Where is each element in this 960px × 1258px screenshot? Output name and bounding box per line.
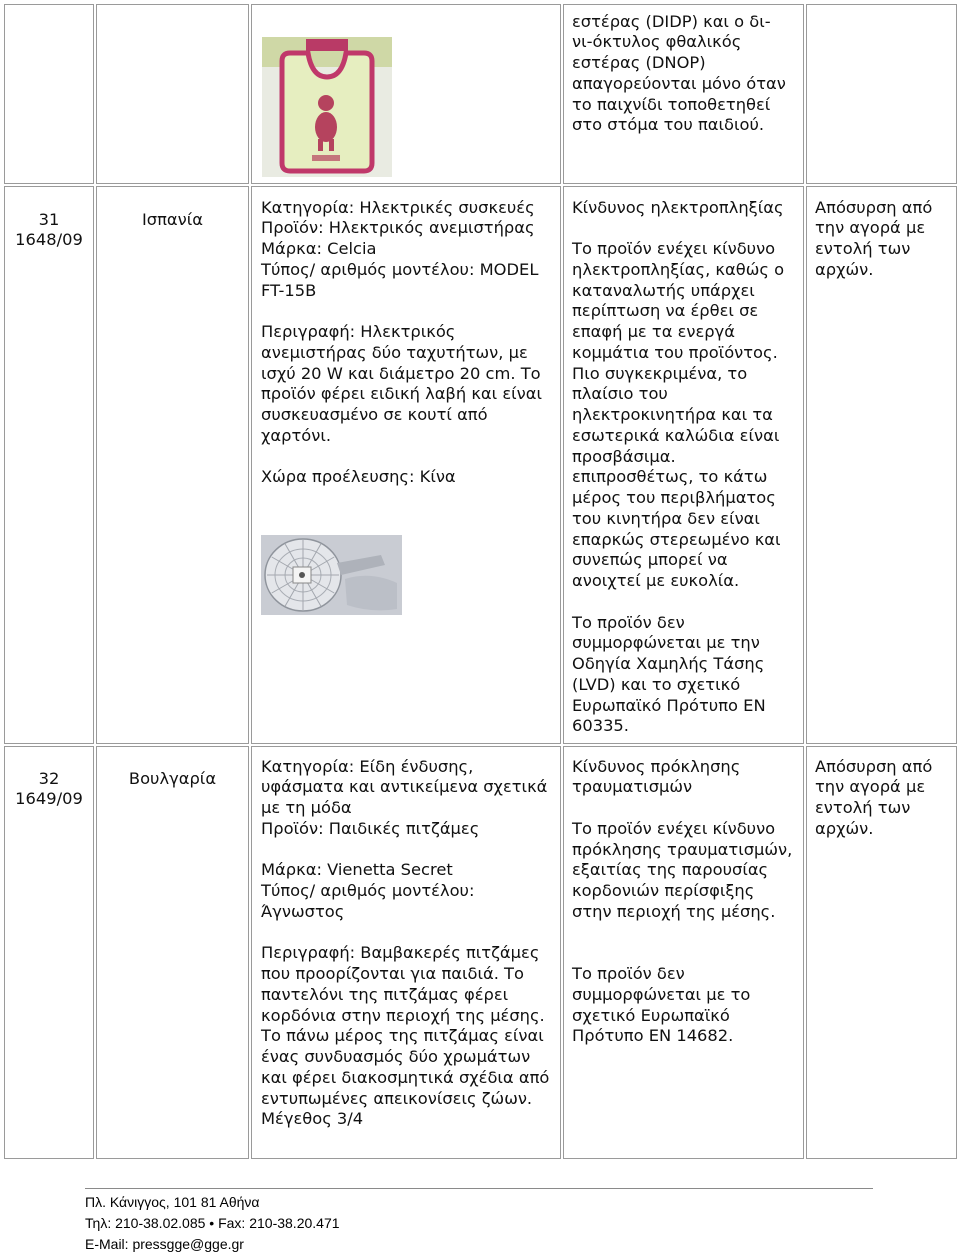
measures-cell [806, 186, 957, 744]
risk-line: εστέρας (DNOP) [572, 53, 706, 73]
risk-continuation [572, 12, 803, 137]
risk-line: ανοιχτεί με ευκολία. [572, 571, 740, 591]
risk-line: εστέρας (DIDP) και ο δι- [572, 11, 771, 31]
risk-line: ηλεκτροκινητήρα και τα [572, 405, 773, 425]
risk-line: Το προϊόν ενέχει κίνδυνο [572, 239, 776, 259]
risk-cell [563, 186, 804, 744]
description-line: υφάσματα και αντικείμενα σχετικά [261, 777, 548, 797]
description-line: που προορίζονται για παιδιά. Το [261, 964, 524, 984]
risk-line: στο στόμα του παιδιού. [572, 115, 765, 135]
description-line: ισχύ 20 W και διάμετρο 20 cm. Το [261, 363, 541, 383]
risk-line: κορδονιών περίσφιξης [572, 881, 755, 901]
number-cell [4, 746, 94, 1159]
risk-line: επιπροσθέτως, το κάτω [572, 467, 768, 487]
product-category [261, 757, 560, 840]
measures-cell [806, 746, 957, 1159]
bib-photo [262, 37, 392, 177]
footer-contact [85, 1192, 340, 1255]
description-line: ανεμιστήρας δύο ταχυτήτων, με [261, 342, 528, 362]
description-line: παντελόνι της πιτζάμας φέρει [261, 984, 509, 1004]
footer-phone-fax [85, 1213, 340, 1234]
product-identification [261, 198, 560, 302]
measures-cell [806, 4, 957, 184]
figure-leg-right [329, 139, 334, 151]
figure-leg-left [318, 139, 323, 151]
description-line: προϊόν φέρει ειδική λαβή και είναι [261, 384, 542, 404]
description-line: ένας συνδυασμός δύο χρωμάτων [261, 1047, 531, 1067]
measures-line: εντολή των [815, 239, 911, 259]
product-description [261, 322, 560, 447]
country-cell [96, 4, 249, 184]
risk-cell [563, 4, 804, 184]
risk-line: πρόκλησης τραυματισμών, [572, 839, 793, 859]
risk-line: προσβάσιμα. [572, 446, 676, 466]
description-line: Περιγραφή: Ηλεκτρικός [261, 322, 456, 342]
description-line: Προϊόν: Ηλεκτρικός ανεμιστήρας [261, 218, 535, 238]
description-line: Τύπος/ αριθμός μοντέλου: [261, 881, 475, 901]
country-name: Ισπανία [142, 209, 203, 229]
description-line: εντυπωμένες απεικονίσεις ζώων. [261, 1088, 533, 1108]
country-cell [96, 186, 249, 744]
risk-explanation [572, 819, 803, 923]
risk-explanation [572, 239, 803, 592]
risk-line: νι-όκτυλος φθαλικός [572, 32, 742, 52]
description-line: και φέρει διακοσμητικά σχέδια από [261, 1067, 550, 1087]
description-line: Προϊόν: Παιδικές πιτζάμες [261, 818, 480, 838]
measures-line: Απόσυρση από [815, 756, 933, 776]
description-line: συσκευασμένο σε κουτί από [261, 405, 488, 425]
description-cell [251, 746, 561, 1159]
description-line: με τη μόδα [261, 798, 352, 818]
number-cell [4, 186, 94, 744]
risk-line: σχετικό Ευρωπαϊκό [572, 1005, 730, 1025]
risk-line: 60335. [572, 716, 629, 736]
measures-line: Απόσυρση από [815, 197, 933, 217]
description-line: Μέγεθος 3/4 [261, 1109, 364, 1129]
risk-line: εξαιτίας της παρουσίας [572, 860, 769, 880]
description-line: Περιγραφή: Βαμβακερές πιτζάμες [261, 943, 540, 963]
risk-line: Το προϊόν δεν [572, 964, 685, 984]
risk-line: εσωτερικά καλώδια είναι [572, 425, 780, 445]
risk-line: ηλεκτροπληξίας, καθώς ο [572, 259, 785, 279]
description-line: Μάρκα: Celcia [261, 239, 377, 259]
risk-line: Ευρωπαϊκό Πρότυπο EN [572, 695, 766, 715]
footer-phone: Τηλ: 210-38.02.085 [85, 1215, 206, 1231]
fan-hub [299, 572, 305, 578]
risk-line: το παιχνίδι τοποθετηθεί [572, 94, 771, 114]
record-number: 32 [38, 768, 60, 788]
description-line: χαρτόνι. [261, 425, 332, 445]
figure-head [318, 95, 334, 111]
compliance-note [572, 613, 803, 738]
risk-line: τραυματισμών [572, 777, 693, 797]
description-line: κορδόνια στην περιοχή της μέσης. [261, 1005, 545, 1025]
footer-email: E-Mail: pressgge@gge.gr [85, 1236, 244, 1252]
risk-line: περίπτωση να έρθει σε [572, 301, 759, 321]
risk-line: συμμορφώνεται με το [572, 984, 751, 1004]
measures-text [815, 757, 956, 840]
number-cell [4, 4, 94, 184]
notification-number: 1649/09 [15, 789, 83, 809]
figure-body [315, 112, 337, 142]
risk-line: κομμάτια του προϊόντος. [572, 342, 778, 362]
measures-line: αρχών. [815, 259, 874, 279]
risk-line: Κίνδυνος ηλεκτροπληξίας [572, 197, 784, 217]
description-line: Κατηγορία: Ηλεκτρικές συσκευές [261, 197, 535, 217]
risk-line: επαφή με τα ενεργά [572, 322, 736, 342]
risk-line: στην περιοχή της μέσης. [572, 901, 776, 921]
risk-line: απαγορεύονται μόνο όταν [572, 73, 786, 93]
description-line: Άγνωστος [261, 901, 345, 921]
risk-line: συνεπώς μπορεί να [572, 550, 728, 570]
description-line: FT-15B [261, 280, 317, 300]
description-line: Μάρκα: Vienetta Secret [261, 860, 453, 880]
bib-print-mark [312, 155, 340, 161]
risk-line: Οδηγία Χαμηλής Τάσης [572, 654, 765, 674]
risk-line: Πρότυπο EN 14682. [572, 1026, 734, 1046]
footer-divider [85, 1188, 873, 1189]
risk-line: Το προϊόν δεν [572, 612, 685, 632]
risk-line: του κινητήρα δεν είναι [572, 508, 760, 528]
measures-line: την αγορά με [815, 218, 926, 238]
risk-line: πλαίσιο του [572, 384, 668, 404]
description-line: Κατηγορία: Είδη ένδυσης, [261, 756, 474, 776]
record-number: 31 [38, 209, 60, 229]
risk-line: Πιο συγκεκριμένα, το [572, 363, 748, 383]
product-description [261, 943, 560, 1130]
description-line: Το πάνω μέρος της πιτζάμας είναι [261, 1026, 544, 1046]
product-brand-model [261, 860, 560, 922]
footer-fax: Fax: 210-38.20.471 [218, 1215, 340, 1231]
risk-line: επαρκώς στερεωμένο και [572, 529, 781, 549]
description-cell [251, 4, 561, 184]
hanger-clip [306, 39, 348, 51]
compliance-note [572, 964, 803, 1047]
description-line: Χώρα προέλευσης: Κίνα [261, 467, 456, 487]
country-cell [96, 746, 249, 1159]
risk-heading [572, 757, 803, 799]
risk-line: μέρος του περιβλήματος [572, 488, 776, 508]
notification-number: 1648/09 [15, 230, 83, 250]
risk-line: καταναλωτής υπάρχει [572, 280, 755, 300]
country-of-origin [261, 467, 560, 488]
measures-line: εντολή των [815, 798, 911, 818]
footer-address: Πλ. Κάνιγγος, 101 81 Αθήνα [85, 1194, 260, 1210]
risk-line: Κίνδυνος πρόκλησης [572, 756, 741, 776]
fan-photo [261, 535, 402, 615]
measures-line: την αγορά με [815, 777, 926, 797]
packaging-bag [345, 576, 397, 611]
country-name: Βουλγαρία [128, 768, 217, 788]
measures-text [815, 198, 956, 281]
description-line: Τύπος/ αριθμός μοντέλου: MODEL [261, 259, 539, 279]
bullet-separator: • [209, 1215, 215, 1231]
risk-line: συμμορφώνεται με την [572, 633, 760, 653]
risk-line: (LVD) και το σχετικό [572, 674, 741, 694]
risk-cell [563, 746, 804, 1159]
measures-line: αρχών. [815, 818, 874, 838]
description-cell [251, 186, 561, 744]
risk-heading [572, 198, 803, 219]
risk-line: Το προϊόν ενέχει κίνδυνο [572, 818, 776, 838]
